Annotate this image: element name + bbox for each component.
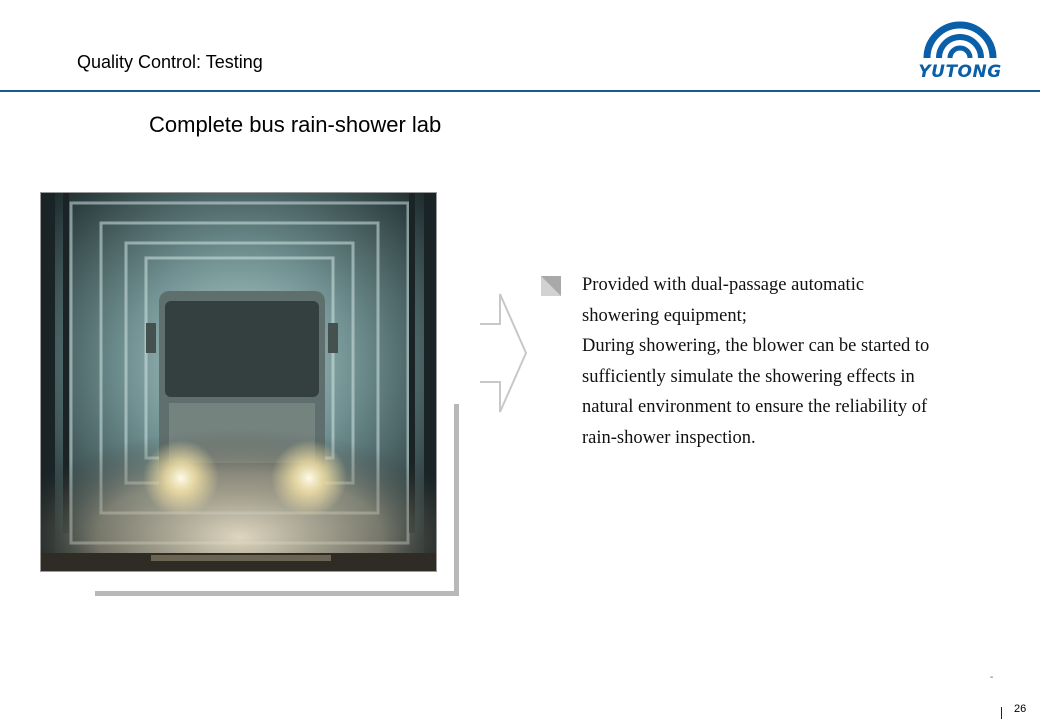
bullet-square-icon <box>541 276 561 296</box>
rain-shower-lab-photo <box>40 192 437 572</box>
slide-subtitle: Complete bus rain-shower lab <box>149 112 442 137</box>
slide-header-title: Quality Control: Testing <box>77 52 263 72</box>
footer-divider <box>1001 707 1002 719</box>
description-text <box>582 270 942 454</box>
page-number: 26 <box>1014 703 1027 715</box>
chevron-arrow-icon <box>478 290 530 416</box>
footer-mark: - <box>990 672 994 683</box>
header-divider <box>0 90 1040 92</box>
logo-wordmark: YUTONG <box>918 62 1002 82</box>
description-paragraph-2: During showering, the blower can be started to sufficiently simulate the showering effects in natural environment to ensure the reliability of rain-shower inspection. <box>582 336 930 448</box>
logo-arcs-icon <box>905 18 1015 64</box>
description-paragraph-1: Provided with dual-passage automatic showering equipment; <box>582 275 865 326</box>
yutong-logo <box>905 18 1015 84</box>
